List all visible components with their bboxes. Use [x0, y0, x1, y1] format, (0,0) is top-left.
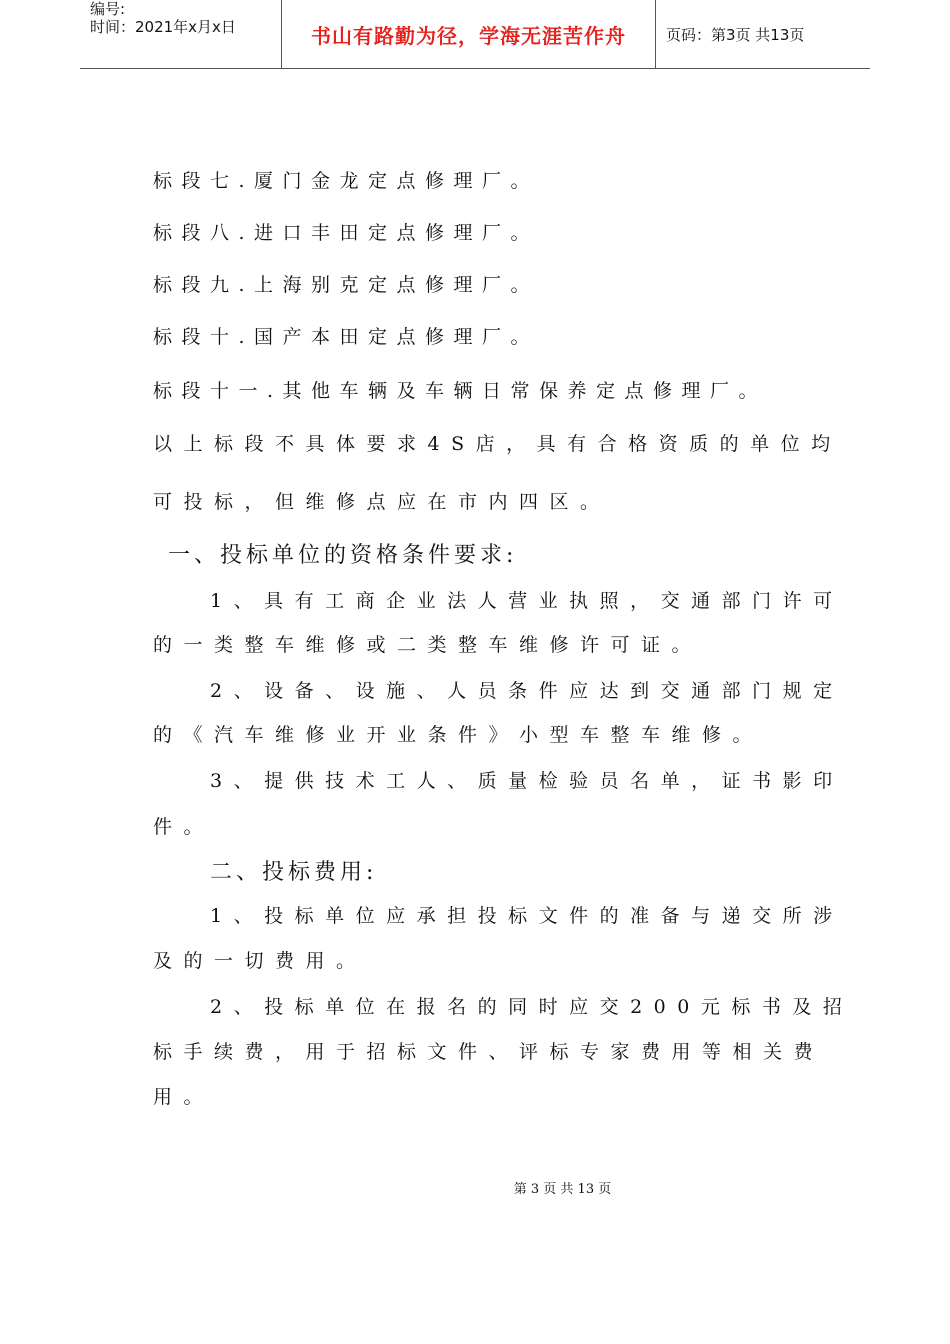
page-header	[80, 0, 870, 69]
note-line-1: 以上标段不具体要求4S店，具有合格资质的单位均	[153, 433, 842, 455]
fee-item-1-line-2: 及的一切费用。	[153, 950, 367, 972]
section-7-text: 标段七.厦门金龙定点修理厂。	[153, 170, 540, 192]
header-meta	[90, 0, 280, 68]
qual-item-2-line-2: 的《汽车维修业开业条件》小型车整车维修。	[153, 724, 764, 746]
heading-fees: 二、投标费用:	[210, 860, 378, 885]
qual-item-3-line-1: 3、提供技术工人、质量检验员名单，证书影印	[210, 770, 844, 792]
note-line-2: 可投标，但维修点应在市内四区。	[153, 491, 611, 513]
fee-item-1-line-1: 1、投标单位应承担投标文件的准备与递交所涉	[210, 905, 844, 927]
page-footer: 第 3 页 共 13 页	[513, 1182, 612, 1197]
header-slogan: 书山有路勤为径，学海无涯苦作舟	[311, 23, 626, 48]
header-divider	[655, 0, 656, 68]
section-10-text: 标段十.国产本田定点修理厂。	[153, 326, 540, 348]
qual-item-2-line-1: 2、设备、设施、人员条件应达到交通部门规定	[210, 680, 844, 702]
time-label: 时间：2021年x月x日	[90, 18, 236, 36]
fee-item-2-line-1: 2、投标单位在报名的同时应交200元标书及招	[210, 996, 854, 1018]
number-label: 编号:	[90, 0, 126, 18]
section-9-text: 标段九.上海别克定点修理厂。	[153, 274, 540, 296]
section-8-text: 标段八.进口丰田定点修理厂。	[153, 222, 540, 244]
qual-item-3-line-2: 件。	[153, 816, 215, 838]
qual-item-1-line-1: 1、具有工商企业法人营业执照，交通部门许可	[210, 590, 844, 612]
fee-item-2-line-3: 用。	[153, 1086, 215, 1108]
heading-qualifications: 一、投标单位的资格条件要求:	[168, 543, 518, 568]
qual-item-1-line-2: 的一类整车维修或二类整车维修许可证。	[153, 634, 703, 656]
header-page-info: 页码：第3页 共13页	[666, 25, 805, 44]
fee-item-2-line-2: 标手续费，用于招标文件、评标专家费用等相关费	[153, 1041, 825, 1063]
section-11-text: 标段十一.其他车辆及车辆日常保养定点修理厂。	[153, 380, 768, 402]
